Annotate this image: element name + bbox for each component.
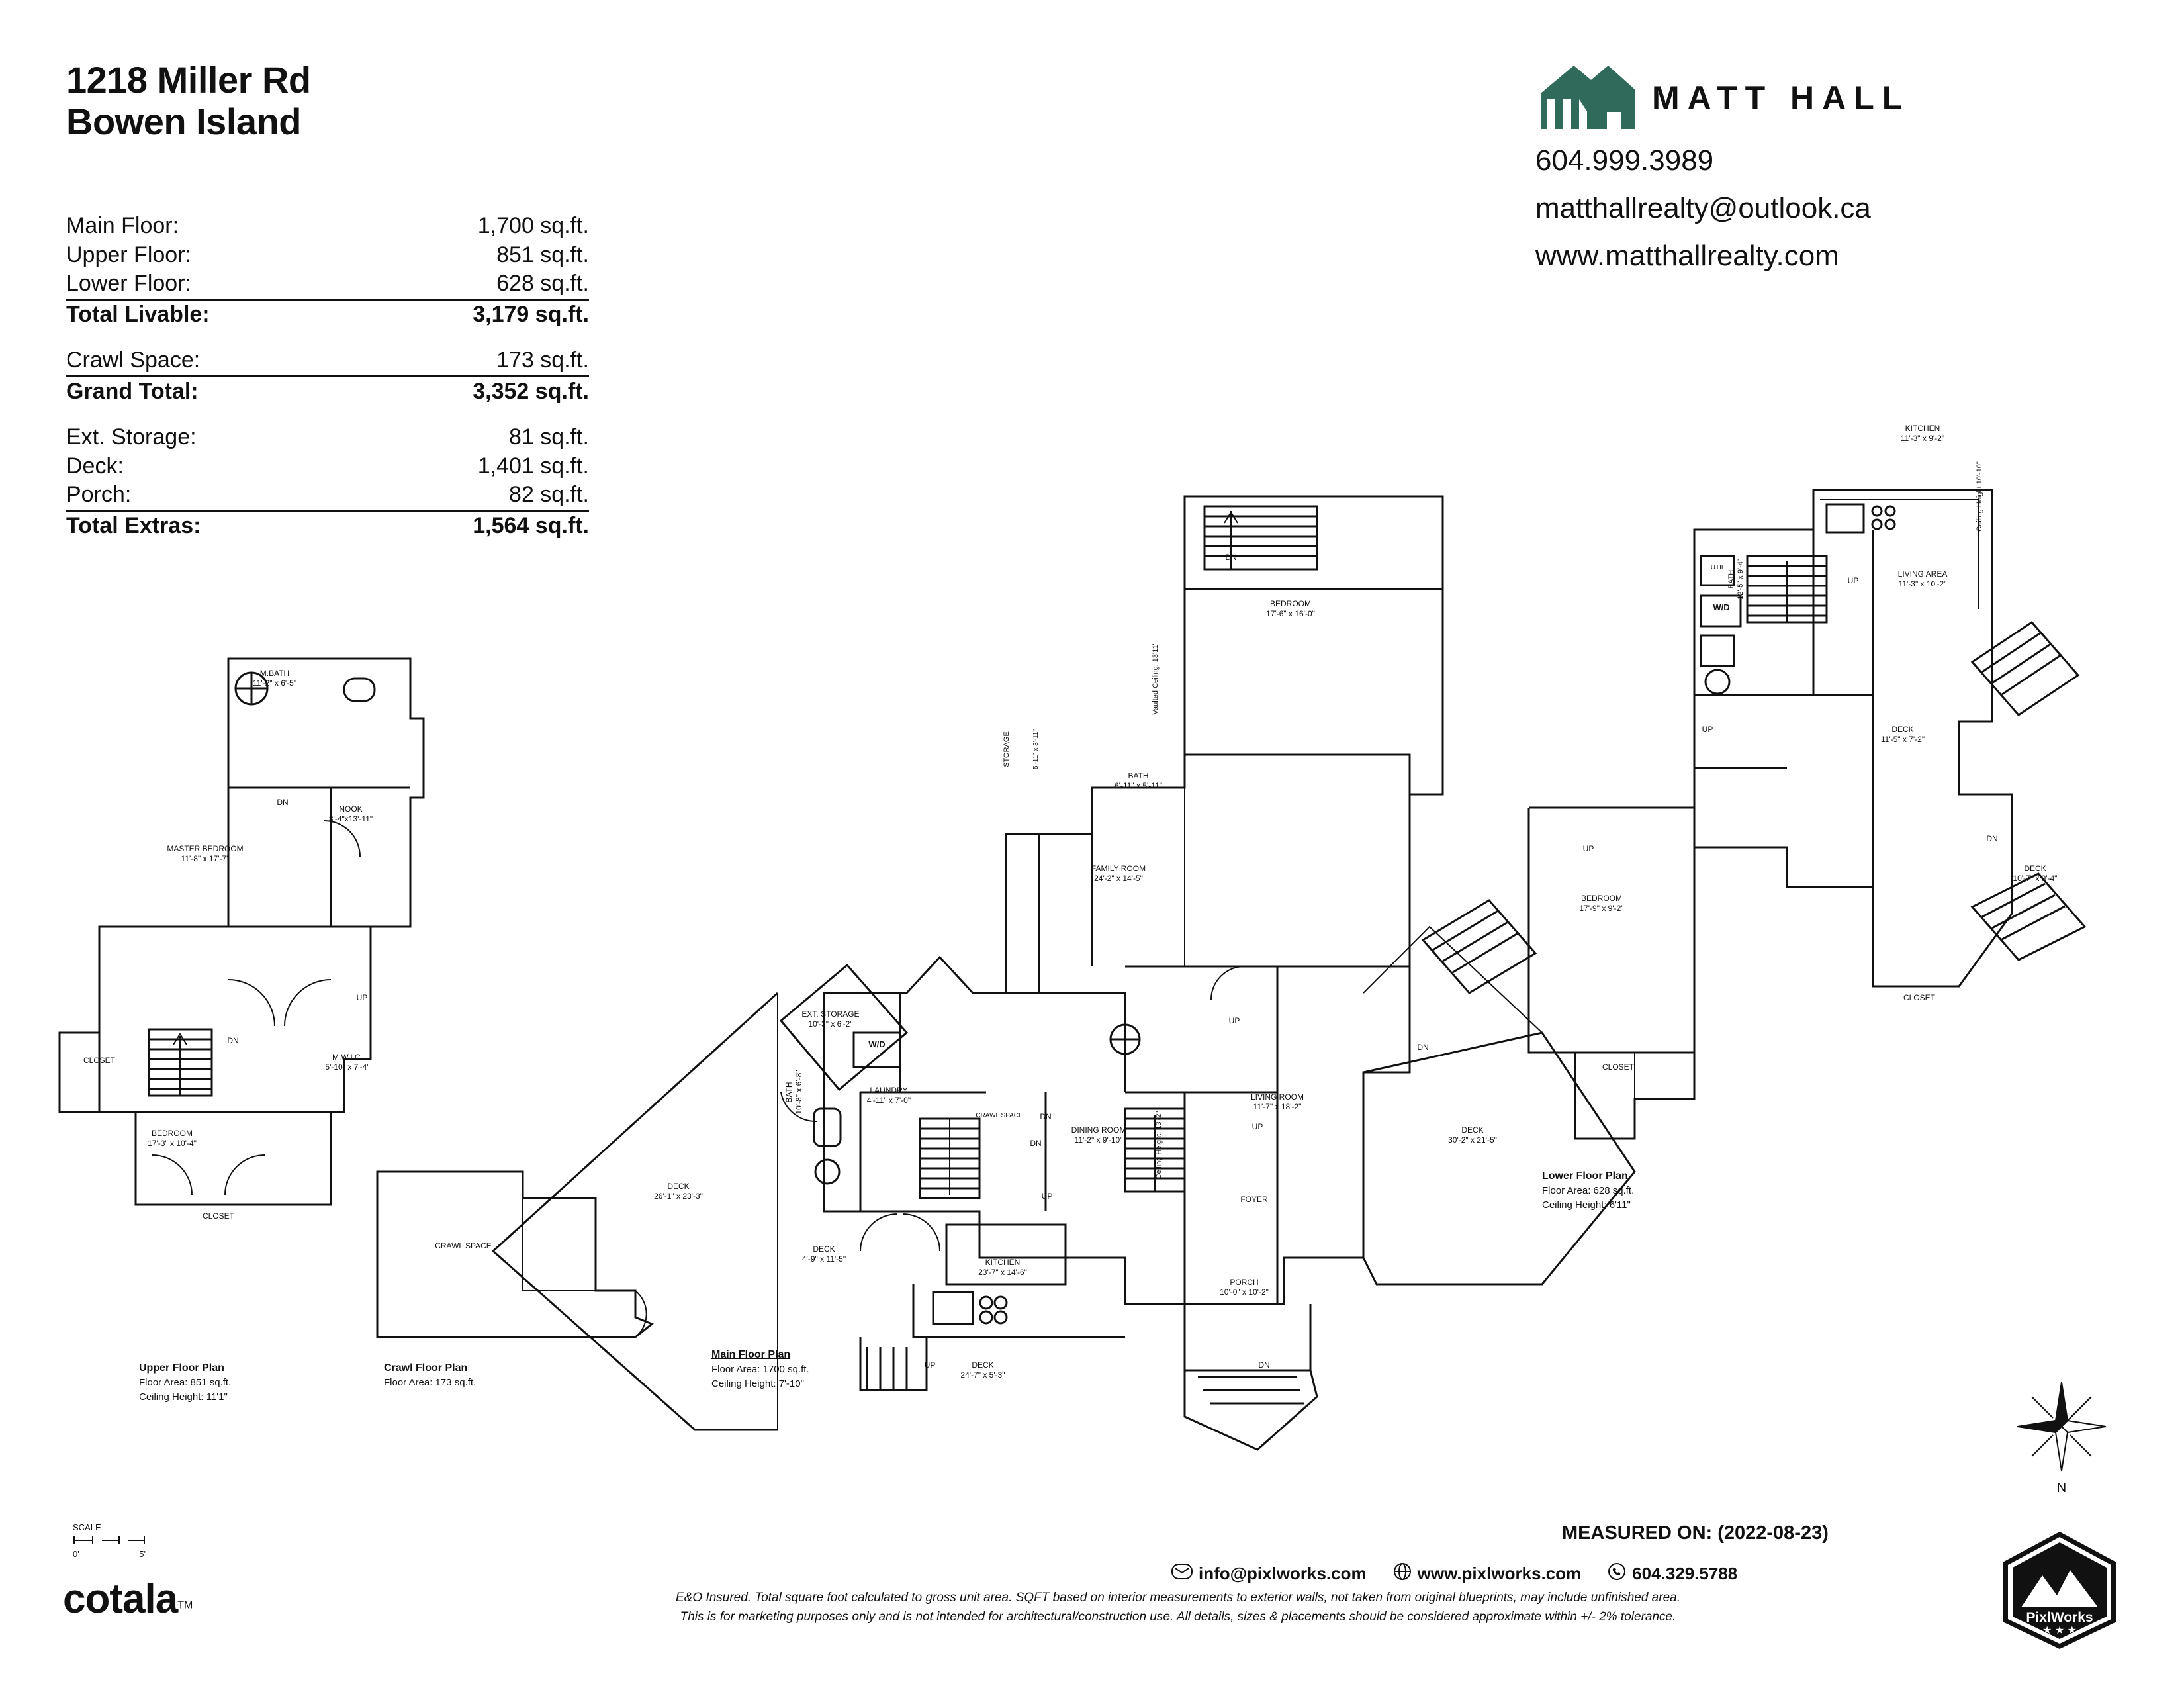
area-label: Deck: <box>66 453 124 479</box>
stair-marker-up: UP <box>1582 844 1594 853</box>
plan-caption-main: Main Floor Plan Floor Area: 1700 sq.ft. Ceiling Height: 7'-10" <box>711 1349 809 1389</box>
pixlworks-badge <box>1999 1529 2121 1652</box>
cotala-logo <box>63 1575 193 1622</box>
scale-label: SCALE <box>73 1523 101 1532</box>
room-label: NOOK 8'-4"x13'-11" <box>328 804 373 823</box>
area-row <box>66 241 589 270</box>
area-value: 81 sq.ft. <box>509 424 589 450</box>
stair-marker-dn: DN <box>1986 834 1998 843</box>
room-label: CRAWL SPACE <box>435 1241 492 1250</box>
room-label: BATH 10'-8" x 6'-8" <box>784 1070 803 1115</box>
area-value: 628 sq.ft. <box>496 271 589 297</box>
stair-marker-up: UP <box>1702 725 1713 734</box>
room-label: EXT. STORAGE 10'-3" x 6'-2" <box>801 1009 860 1029</box>
plan-caption-upper: Upper Floor Plan Floor Area: 851 sq.ft. Ceiling Height: 11'1" <box>139 1362 232 1403</box>
address-line-1: 1218 Miller Rd <box>66 59 311 101</box>
brand-email: matthallrealty@outlook.ca <box>1535 192 1871 225</box>
house-logo-icon <box>1535 63 1635 132</box>
area-label: Total Livable: <box>66 301 210 327</box>
room-label: BATH 6'-11" x 5'-11" <box>1114 771 1163 790</box>
room-label: DECK 11'-5" x 7'-2" <box>1880 725 1925 744</box>
area-label: Upper Floor: <box>66 242 191 267</box>
room-label: STORAGE <box>1003 731 1011 767</box>
area-value: 1,700 sq.ft. <box>477 213 589 238</box>
stair-marker-dn: DN <box>1258 1360 1270 1370</box>
scale-bar <box>73 1523 146 1559</box>
pixlworks-contact-row <box>1171 1562 1737 1585</box>
stair-marker-dn: DN <box>1417 1043 1429 1052</box>
room-label: PORCH 10'-0" x 10'-2" <box>1220 1278 1269 1297</box>
area-value: 3,179 sq.ft. <box>473 301 589 327</box>
room-label: DINING ROOM 11'-2" x 9'-10" <box>1071 1125 1126 1145</box>
web-contact <box>1393 1562 1582 1585</box>
stair-marker-dn: DN <box>277 798 289 807</box>
ceiling-height-note: Ceiling Height: 13'-2" <box>1155 1111 1163 1180</box>
washer-dryer-label: W/D <box>1713 602 1730 612</box>
area-label: Crawl Space: <box>66 348 201 373</box>
svg-text:★ ★ ★: ★ ★ ★ <box>2042 1625 2077 1636</box>
email-contact <box>1171 1564 1367 1584</box>
area-value: 851 sq.ft. <box>496 242 589 267</box>
pixl-web-text: www.pixlworks.com <box>1417 1564 1582 1583</box>
pixl-phone-text: 604.329.5788 <box>1632 1564 1738 1583</box>
trademark-symbol: TM <box>177 1599 193 1611</box>
brand-phone: 604.999.3989 <box>1535 144 1714 177</box>
disclaimer-line-1: E&O Insured. Total square foot calculated to gross unit area. SQFT based on interior measurements to exterior walls, not taken from original blueprints, may include unfinished area. <box>676 1591 1680 1605</box>
area-value: 1,564 sq.ft. <box>473 512 589 538</box>
room-label: BATH 12'-5" x 9'-4" <box>1727 559 1745 600</box>
room-label: KITCHEN 23'-7" x 14'-6" <box>978 1258 1027 1277</box>
envelope-icon <box>1171 1564 1193 1584</box>
room-label: BEDROOM 17'-9" x 9'-2" <box>1579 894 1624 913</box>
room-label: FOYER <box>1240 1195 1268 1204</box>
stair-marker-dn: DN <box>1040 1112 1052 1121</box>
scale-min: 0' <box>73 1549 79 1559</box>
area-row-total <box>66 299 589 330</box>
area-label: Ext. Storage: <box>66 424 197 450</box>
room-label: LIVING ROOM 11'-7" x 18'-2" <box>1250 1092 1304 1111</box>
room-label: CRAWL SPACE <box>976 1112 1023 1119</box>
area-row <box>66 269 589 299</box>
compass-north-label: N <box>2056 1481 2067 1495</box>
stair-marker-up: UP <box>1251 1122 1263 1131</box>
phone-contact <box>1608 1562 1737 1585</box>
cotala-wordmark: cotala <box>63 1576 178 1622</box>
stair-marker-dn: DN <box>1225 553 1237 562</box>
svg-text:PixlWorks: PixlWorks <box>2026 1610 2093 1625</box>
area-value: 1,401 sq.ft. <box>477 453 589 479</box>
area-value: 3,352 sq.ft. <box>473 378 589 404</box>
plan-caption-crawl: Crawl Floor Plan Floor Area: 173 sq.ft. <box>384 1362 477 1389</box>
area-row <box>66 212 589 241</box>
room-label: DECK 4'-9" x 11'-5" <box>801 1244 846 1264</box>
phone-icon <box>1608 1562 1626 1585</box>
brand-name: MATT HALL <box>1652 79 1911 117</box>
brand-website: www.matthallrealty.com <box>1535 240 1839 273</box>
stair-marker-dn: DN <box>1030 1139 1042 1148</box>
stair-marker-dn: UP <box>1228 1016 1240 1025</box>
stair-marker-up: UP <box>1847 576 1859 585</box>
room-label: M.W.I.C. 5'-10" x 7'-4" <box>325 1053 370 1072</box>
room-label: FAMILY ROOM 24'-2" x 14'-5" <box>1091 864 1146 883</box>
address-line-2: Bowen Island <box>66 100 301 142</box>
area-label: Grand Total: <box>66 378 199 404</box>
area-label: Porch: <box>66 482 132 508</box>
disclaimer-line-2: This is for marketing purposes only and is not intended for architectural/construction use. All details, sizes & placements should be considered approximate within +/- 2% tolerance. <box>680 1609 1676 1624</box>
room-label: DECK 26'-1" x 23'-3" <box>654 1182 703 1201</box>
stair-marker-up: UP <box>1041 1192 1053 1201</box>
scale-max: 5' <box>139 1549 146 1559</box>
room-label: CLOSET <box>1903 993 1935 1002</box>
plan-caption-lower: Lower Floor Plan Floor Area: 628 sq.ft. Ceiling Height: 6'11" <box>1542 1170 1635 1211</box>
room-label: LIVING AREA 11'-3" x 10'-2" <box>1897 569 1948 588</box>
page-title <box>66 60 662 142</box>
area-value: 173 sq.ft. <box>496 348 589 373</box>
compass-rose <box>2005 1377 2118 1509</box>
stair-marker-up: UP <box>356 993 368 1002</box>
room-label: LAUNDRY 4'-11" x 7'-0" <box>866 1086 911 1105</box>
measured-on-date: MEASURED ON: (2022-08-23) <box>1562 1523 1829 1544</box>
room-label: DECK 10'-7" x 9'-4" <box>2013 864 2058 883</box>
ceiling-height-note: Ceiling Height:10'-10" <box>1976 461 1983 532</box>
area-group-livable <box>66 212 589 329</box>
room-label: M.BATH 11'-2" x 6'-5" <box>252 669 297 688</box>
washer-dryer-label: W/D <box>868 1039 886 1049</box>
room-label: CLOSET <box>202 1211 234 1221</box>
room-label: DECK 24'-7" x 5'-3" <box>960 1360 1005 1380</box>
room-label: KITCHEN 11'-3" x 9'-2" <box>1900 424 1945 443</box>
area-value: 82 sq.ft. <box>509 482 589 508</box>
stair-marker-dn: DN <box>227 1036 239 1045</box>
room-label: DECK 30'-2" x 21'-5" <box>1448 1125 1497 1145</box>
area-label: Main Floor: <box>66 213 179 238</box>
room-label: BEDROOM 17'-3" x 10'-4" <box>148 1129 197 1148</box>
room-dims: 5'-11" x 3'-11" <box>1032 729 1040 770</box>
area-label: Lower Floor: <box>66 271 191 297</box>
pixl-email-text: info@pixlworks.com <box>1199 1564 1367 1583</box>
brand-block <box>1535 63 2131 275</box>
room-label: MASTER BEDROOM 11'-8" x 17'-7" <box>167 844 244 863</box>
utility-label: UTIL. <box>1710 564 1727 571</box>
globe-icon <box>1393 1562 1412 1585</box>
area-label: Total Extras: <box>66 512 201 538</box>
room-label: BEDROOM 17'-6" x 16'-0" <box>1266 599 1315 618</box>
stair-marker-up: UP <box>924 1360 936 1370</box>
floor-plan-drawings <box>0 331 2184 1417</box>
room-label: CLOSET <box>1602 1062 1634 1072</box>
disclaimer-text <box>397 1589 1959 1626</box>
vaulted-ceiling-note: Vaulted Ceiling: 13'11" <box>1152 642 1160 715</box>
room-label: CLOSET <box>83 1056 115 1065</box>
